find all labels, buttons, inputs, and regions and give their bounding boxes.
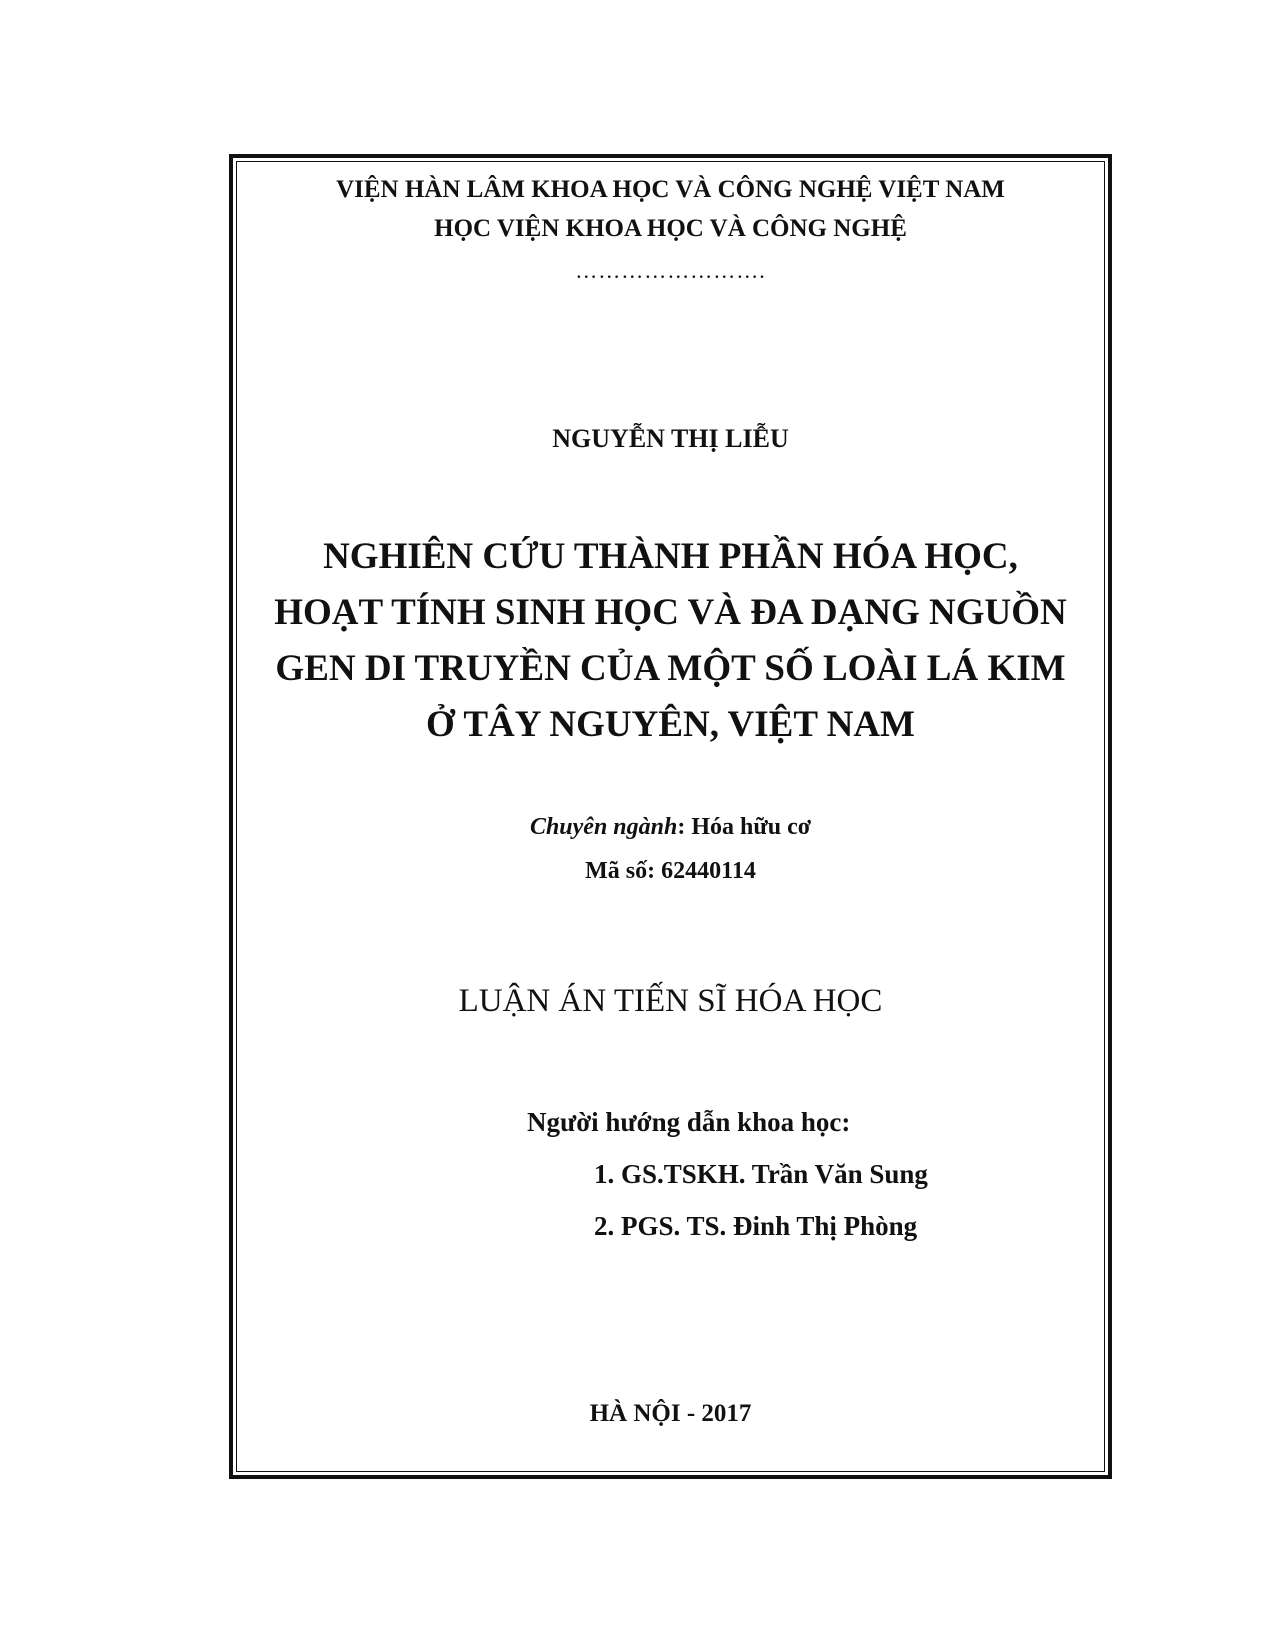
institute-name: HỌC VIỆN KHOA HỌC VÀ CÔNG NGHỆ bbox=[434, 215, 907, 242]
degree-title: LUẬN ÁN TIẾN SĨ HÓA HỌC bbox=[458, 983, 883, 1019]
specialization bbox=[240, 814, 1101, 841]
supervisors-label: Người hướng dẫn khoa học: bbox=[527, 1107, 851, 1137]
title-line-3: GEN DI TRUYỀN CỦA MỘT SỐ LOÀI LÁ KIM bbox=[275, 648, 1066, 689]
supervisor-2: 2. PGS. TS. Đinh Thị Phòng bbox=[594, 1211, 918, 1241]
specialization-label: Chuyên ngành bbox=[529, 814, 678, 840]
title-line-4: Ở TÂY NGUYÊN, VIỆT NAM bbox=[426, 704, 915, 745]
author-name: NGUYỄN THỊ LIỄU bbox=[552, 424, 789, 453]
title-line-1: NGHIÊN CỨU THÀNH PHẦN HÓA HỌC, bbox=[323, 536, 1018, 577]
title-line-2: HOẠT TÍNH SINH HỌC VÀ ĐA DẠNG NGUỒN bbox=[274, 592, 1067, 633]
supervisor-1: 1. GS.TSKH. Trần Văn Sung bbox=[594, 1159, 928, 1189]
specialization-code: Mã số: 62440114 bbox=[585, 858, 756, 884]
header-separator: ……………………. bbox=[575, 258, 766, 283]
academy-name: VIỆN HÀN LÂM KHOA HỌC VÀ CÔNG NGHỆ VIỆT NAM bbox=[336, 176, 1005, 203]
specialization-value: : Hóa hữu cơ bbox=[677, 814, 812, 840]
place-year: HÀ NỘI - 2017 bbox=[589, 1400, 752, 1427]
